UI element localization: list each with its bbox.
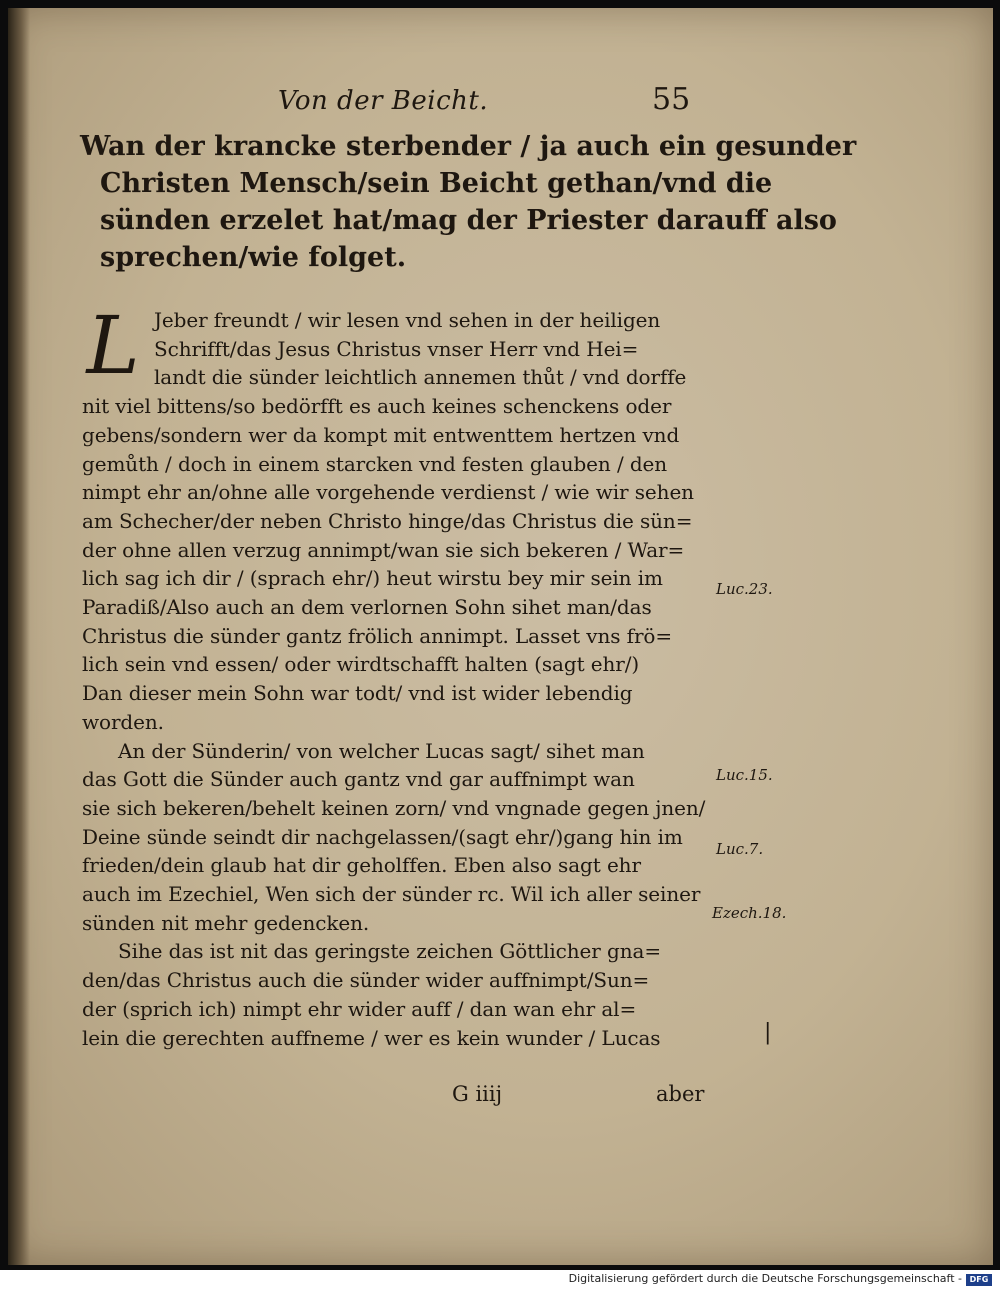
dfg-logo: DFG bbox=[966, 1274, 992, 1286]
text-line: Paradiß/Also auch an dem verlornen Sohn sihet man/das bbox=[82, 595, 652, 620]
marginal-note: Luc.23. bbox=[716, 580, 773, 598]
text-line: lich sag ich dir / (sprach ehr/) heut wirstu bey mir sein im bbox=[82, 566, 663, 591]
text-line: nit viel bittens/so bedörfft es auch keines schenckens oder bbox=[82, 394, 672, 419]
text-line: lein die gerechten auffneme / wer es kein wunder / Lucas bbox=[82, 1025, 661, 1050]
heading-line: Wan der krancke sterbender / ja auch ein gesunder bbox=[80, 131, 857, 162]
text-line: Jeber freundt / wir lesen vnd sehen in der heiligen bbox=[154, 308, 661, 332]
marginal-note: Luc.15. bbox=[716, 766, 773, 784]
page-number: 55 bbox=[652, 82, 691, 117]
text-line: Dan dieser mein Sohn war todt/ vnd ist wider lebendig bbox=[82, 681, 633, 706]
text-line: sünden nit mehr gedencken. bbox=[82, 910, 370, 935]
section-heading bbox=[80, 128, 857, 276]
marginal-note: Luc.7. bbox=[716, 840, 764, 858]
heading-line: sprechen/wie folget. bbox=[100, 242, 407, 273]
text-line: Sihe das ist nit das geringste zeichen Göttlicher gna= bbox=[118, 939, 661, 964]
signature-mark: G iiij bbox=[452, 1082, 503, 1106]
heading-line: Christen Mensch/sein Beicht gethan/vnd die bbox=[100, 168, 773, 199]
text-line: der ohne allen verzug annimpt/wan sie sich bekeren / War= bbox=[82, 537, 685, 562]
catchword: aber bbox=[656, 1082, 705, 1106]
text-line: Deine sünde seindt dir nachgelassen/(sagt ehr/)gang hin im bbox=[82, 824, 683, 849]
text-line: am Schecher/der neben Christo hinge/das Christus die sün= bbox=[82, 508, 693, 533]
text-line: Christus die sünder gantz frölich annimpt. Lasset vns frö= bbox=[82, 623, 673, 648]
text-line: gebens/sondern wer da kompt mit entwenttem hertzen vnd bbox=[82, 422, 680, 447]
stray-mark: | bbox=[764, 1020, 772, 1045]
footer-bar bbox=[0, 1270, 1000, 1291]
text-line: nimpt ehr an/ohne alle vorgehende verdienst / wie wir sehen bbox=[82, 480, 694, 505]
running-head: Von der Beicht. bbox=[278, 86, 489, 116]
footer-credit: Digitalisierung gefördert durch die Deutsche Forschungsgemeinschaft - bbox=[568, 1272, 962, 1285]
text-line: auch im Ezechiel, Wen sich der sünder rc. Wil ich aller seiner bbox=[82, 882, 701, 907]
text-line: worden. bbox=[82, 709, 164, 734]
text-line: frieden/dein glaub hat dir geholffen. Eben also sagt ehr bbox=[82, 853, 641, 878]
text-line: An der Sünderin/ von welcher Lucas sagt/ sihet man bbox=[118, 738, 645, 763]
text-line: gemůth / doch in einem starcken vnd festen glauben / den bbox=[82, 451, 668, 476]
text-line: lich sein vnd essen/ oder wirdtschafft halten (sagt ehr/) bbox=[82, 652, 640, 677]
decorated-initial: L bbox=[86, 299, 140, 392]
text-line: der (sprich ich) nimpt ehr wider auff / dan wan ehr al= bbox=[82, 996, 637, 1021]
text-line: landt die sünder leichtlich annemen thůt / vnd dorffe bbox=[154, 365, 687, 390]
heading-line: sünden erzelet hat/mag der Priester darauff also bbox=[100, 205, 837, 236]
page-binding-shadow bbox=[8, 8, 30, 1265]
marginal-note: Ezech.18. bbox=[712, 904, 787, 922]
body-text bbox=[82, 306, 722, 1052]
text-line: den/das Christus auch die sünder wider auffnimpt/Sun= bbox=[82, 968, 650, 993]
text-line: das Gott die Sünder auch gantz vnd gar auffnimpt wan bbox=[82, 767, 635, 792]
text-line: sie sich bekeren/behelt keinen zorn/ vnd vngnade gegen jnen/ bbox=[82, 795, 706, 820]
text-line: Schrifft/das Jesus Christus vnser Herr vnd Hei= bbox=[154, 336, 639, 361]
